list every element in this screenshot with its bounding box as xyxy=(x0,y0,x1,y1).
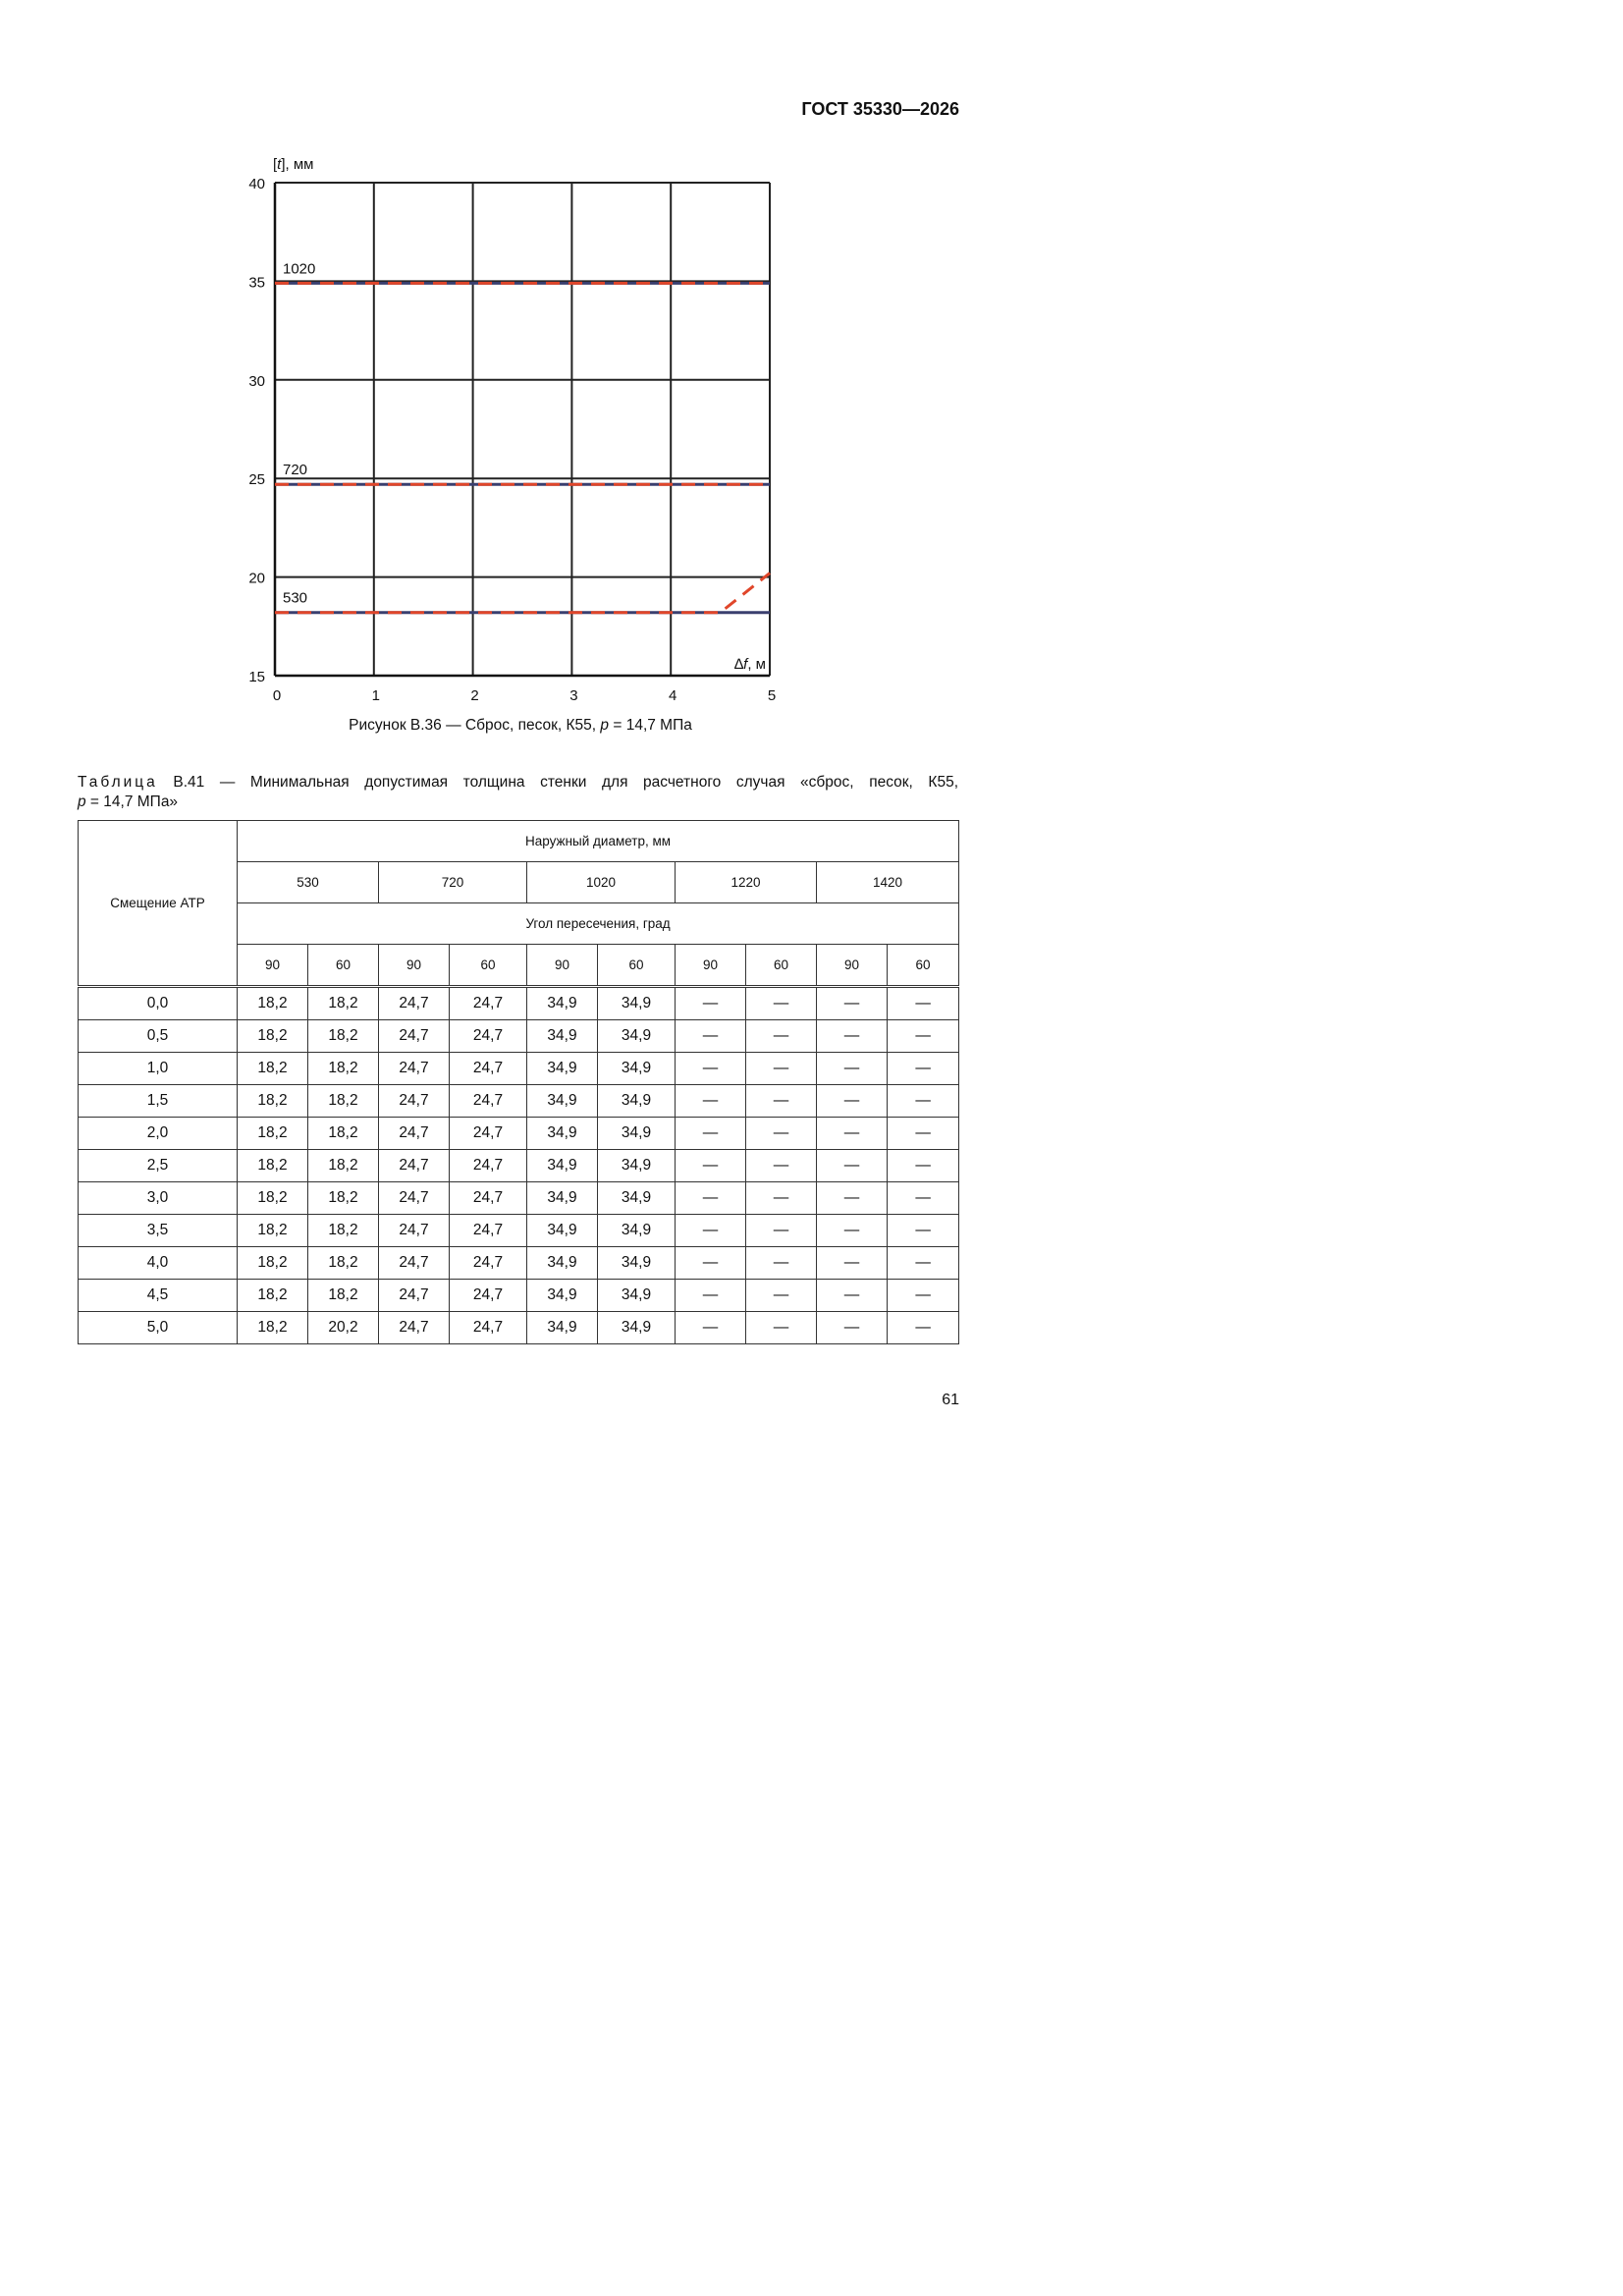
thickness-cell: 18,2 xyxy=(308,1085,379,1118)
thickness-cell: 24,7 xyxy=(450,1020,527,1053)
thickness-cell: 18,2 xyxy=(238,1150,308,1182)
thickness-cell: 24,7 xyxy=(450,1215,527,1247)
series-line-530-dashed xyxy=(275,574,770,613)
angle-header: 60 xyxy=(746,945,817,987)
thickness-cell: 24,7 xyxy=(379,1085,450,1118)
thickness-cell: — xyxy=(676,1053,746,1085)
thickness-cell: 18,2 xyxy=(238,1247,308,1280)
table-row xyxy=(79,1150,959,1182)
diameter-header: 1020 xyxy=(527,862,676,903)
thickness-cell: — xyxy=(676,1118,746,1150)
thickness-cell: — xyxy=(676,1085,746,1118)
thickness-cell: 24,7 xyxy=(450,1247,527,1280)
table-row xyxy=(79,1280,959,1312)
min-thickness-table xyxy=(78,820,959,1344)
angle-header: 90 xyxy=(379,945,450,987)
offset-cell: 0,5 xyxy=(79,1020,238,1053)
thickness-cell: — xyxy=(676,987,746,1020)
x-tick-label: 4 xyxy=(669,687,677,704)
table-row xyxy=(79,1053,959,1085)
table-caption-word: Таблица xyxy=(78,774,158,791)
thickness-cell: 34,9 xyxy=(598,1247,676,1280)
thickness-cell: 34,9 xyxy=(598,1053,676,1085)
thickness-cell: 34,9 xyxy=(598,1182,676,1215)
thickness-cell: 18,2 xyxy=(238,1053,308,1085)
thickness-cell: — xyxy=(888,1150,959,1182)
thickness-cell: — xyxy=(817,1053,888,1085)
thickness-cell: 20,2 xyxy=(308,1312,379,1344)
thickness-cell: — xyxy=(676,1182,746,1215)
y-axis-label: [t], мм xyxy=(273,156,314,173)
table-row xyxy=(79,1085,959,1118)
thickness-cell: — xyxy=(746,1280,817,1312)
offset-cell: 3,5 xyxy=(79,1215,238,1247)
thickness-cell: — xyxy=(888,1053,959,1085)
thickness-cell: 34,9 xyxy=(527,1182,598,1215)
row-header-cell: Смещение АТР xyxy=(79,821,238,987)
thickness-cell: — xyxy=(746,1020,817,1053)
thickness-cell: 24,7 xyxy=(450,1053,527,1085)
thickness-cell: 34,9 xyxy=(598,1085,676,1118)
offset-cell: 1,0 xyxy=(79,1053,238,1085)
thickness-cell: 18,2 xyxy=(238,987,308,1020)
thickness-cell: — xyxy=(888,1215,959,1247)
thickness-cell: 18,2 xyxy=(308,1150,379,1182)
chart-axes xyxy=(275,183,770,676)
angle-group-header: Угол пересечения, град xyxy=(238,903,959,945)
table-row xyxy=(79,1247,959,1280)
angle-header: 60 xyxy=(308,945,379,987)
diameter-header: 1420 xyxy=(817,862,959,903)
series-label-530: 530 xyxy=(283,589,308,607)
thickness-cell: 18,2 xyxy=(308,1118,379,1150)
thickness-cell: — xyxy=(888,1182,959,1215)
series-label-1020: 1020 xyxy=(283,260,316,278)
thickness-cell: — xyxy=(817,1182,888,1215)
angle-header: 60 xyxy=(450,945,527,987)
thickness-cell: — xyxy=(676,1312,746,1344)
angle-header: 90 xyxy=(817,945,888,987)
offset-cell: 5,0 xyxy=(79,1312,238,1344)
thickness-cell: 34,9 xyxy=(598,987,676,1020)
page-number: 61 xyxy=(942,1392,959,1408)
thickness-cell: 18,2 xyxy=(308,1020,379,1053)
thickness-cell: — xyxy=(676,1150,746,1182)
thickness-cell: 24,7 xyxy=(379,1215,450,1247)
thickness-cell: 34,9 xyxy=(527,1085,598,1118)
thickness-cell: 18,2 xyxy=(238,1085,308,1118)
thickness-cell: 34,9 xyxy=(527,1118,598,1150)
thickness-cell: 24,7 xyxy=(379,1280,450,1312)
thickness-cell: 34,9 xyxy=(598,1280,676,1312)
offset-cell: 3,0 xyxy=(79,1182,238,1215)
thickness-cell: — xyxy=(888,1312,959,1344)
thickness-cell: 18,2 xyxy=(238,1312,308,1344)
x-tick-label: 0 xyxy=(272,687,282,704)
thickness-cell: 24,7 xyxy=(450,987,527,1020)
diameter-header: 720 xyxy=(379,862,527,903)
series-label-720: 720 xyxy=(283,462,308,479)
thickness-cell: 18,2 xyxy=(308,1215,379,1247)
table-row xyxy=(79,1118,959,1150)
thickness-cell: 24,7 xyxy=(450,1280,527,1312)
table-row xyxy=(79,987,959,1020)
thickness-cell: 34,9 xyxy=(527,1053,598,1085)
thickness-cell: 34,9 xyxy=(527,1280,598,1312)
thickness-cell: 24,7 xyxy=(379,1053,450,1085)
thickness-cell: 18,2 xyxy=(238,1280,308,1312)
thickness-cell: 24,7 xyxy=(450,1085,527,1118)
thickness-cell: 18,2 xyxy=(238,1215,308,1247)
thickness-cell: — xyxy=(676,1247,746,1280)
thickness-cell: — xyxy=(746,1085,817,1118)
thickness-cell: 34,9 xyxy=(527,987,598,1020)
thickness-cell: — xyxy=(817,1247,888,1280)
thickness-cell: 34,9 xyxy=(598,1215,676,1247)
thickness-cell: — xyxy=(676,1215,746,1247)
thickness-cell: — xyxy=(817,1215,888,1247)
diameter-header: 530 xyxy=(238,862,379,903)
thickness-cell: 18,2 xyxy=(308,1053,379,1085)
document-header: ГОСТ 35330—2026 xyxy=(801,99,959,119)
thickness-cell: 24,7 xyxy=(450,1150,527,1182)
thickness-cell: — xyxy=(817,987,888,1020)
angle-header: 60 xyxy=(598,945,676,987)
offset-cell: 2,0 xyxy=(79,1118,238,1150)
thickness-cell: 34,9 xyxy=(598,1150,676,1182)
thickness-cell: 24,7 xyxy=(379,987,450,1020)
table-row xyxy=(79,1182,959,1215)
thickness-cell: 24,7 xyxy=(379,1182,450,1215)
thickness-cell: — xyxy=(817,1312,888,1344)
table-row xyxy=(79,1020,959,1053)
thickness-cell: 24,7 xyxy=(379,1150,450,1182)
table-row xyxy=(79,1312,959,1344)
thickness-cell: — xyxy=(746,1247,817,1280)
thickness-cell: 34,9 xyxy=(598,1118,676,1150)
diameter-header: 1220 xyxy=(676,862,817,903)
thickness-cell: — xyxy=(676,1020,746,1053)
thickness-cell: — xyxy=(888,987,959,1020)
y-tick-label: 20 xyxy=(248,570,265,587)
thickness-cell: 34,9 xyxy=(527,1150,598,1182)
thickness-cell: 24,7 xyxy=(379,1020,450,1053)
thickness-cell: — xyxy=(888,1118,959,1150)
thickness-cell: 18,2 xyxy=(308,1182,379,1215)
y-tick-label: 30 xyxy=(248,372,265,390)
table-row xyxy=(79,1215,959,1247)
thickness-cell: — xyxy=(817,1118,888,1150)
thickness-cell: — xyxy=(746,1182,817,1215)
table-caption: Таблица В.41 — Минимальная допустимая толщина стенки для расчетного случая «сброс, песок, К55, xyxy=(78,774,958,791)
thickness-cell: — xyxy=(888,1247,959,1280)
thickness-cell: — xyxy=(888,1280,959,1312)
angle-header: 90 xyxy=(238,945,308,987)
offset-cell: 4,5 xyxy=(79,1280,238,1312)
thickness-cell: 18,2 xyxy=(308,987,379,1020)
offset-cell: 4,0 xyxy=(79,1247,238,1280)
angle-header: 90 xyxy=(527,945,598,987)
x-tick-label: 5 xyxy=(767,687,777,704)
thickness-cell: — xyxy=(817,1150,888,1182)
thickness-cell: 34,9 xyxy=(527,1312,598,1344)
chart-grid xyxy=(275,183,770,676)
y-tick-label: 40 xyxy=(248,176,265,192)
thickness-cell: 34,9 xyxy=(527,1020,598,1053)
angle-header: 90 xyxy=(676,945,746,987)
offset-cell: 2,5 xyxy=(79,1150,238,1182)
thickness-cell: 24,7 xyxy=(379,1247,450,1280)
table-caption-continued: p = 14,7 МПа» xyxy=(78,793,179,810)
thickness-cell: 34,9 xyxy=(598,1312,676,1344)
angle-header: 60 xyxy=(888,945,959,987)
thickness-cell: 34,9 xyxy=(527,1247,598,1280)
thickness-cell: 24,7 xyxy=(379,1118,450,1150)
thickness-chart xyxy=(0,0,1081,712)
thickness-cell: 18,2 xyxy=(238,1020,308,1053)
offset-cell: 0,0 xyxy=(79,987,238,1020)
thickness-cell: — xyxy=(746,1215,817,1247)
x-tick-label: 3 xyxy=(569,687,578,704)
thickness-cell: 24,7 xyxy=(450,1182,527,1215)
thickness-cell: — xyxy=(888,1085,959,1118)
thickness-cell: — xyxy=(746,987,817,1020)
y-tick-label: 35 xyxy=(248,274,265,292)
thickness-cell: 34,9 xyxy=(598,1020,676,1053)
y-tick-label: 15 xyxy=(248,669,265,685)
thickness-cell: 18,2 xyxy=(308,1247,379,1280)
chart-labels xyxy=(248,156,776,704)
thickness-cell: 24,7 xyxy=(379,1312,450,1344)
thickness-cell: 34,9 xyxy=(527,1215,598,1247)
diameter-group-header: Наружный диаметр, мм xyxy=(238,821,959,862)
thickness-cell: — xyxy=(746,1118,817,1150)
thickness-cell: — xyxy=(746,1053,817,1085)
x-tick-label: 2 xyxy=(470,687,479,704)
thickness-cell: — xyxy=(676,1280,746,1312)
chart-series xyxy=(275,283,770,612)
thickness-cell: 24,7 xyxy=(450,1118,527,1150)
thickness-cell: 18,2 xyxy=(238,1118,308,1150)
x-axis-label: ∆f, м xyxy=(733,656,766,673)
thickness-cell: 18,2 xyxy=(308,1280,379,1312)
thickness-cell: — xyxy=(746,1150,817,1182)
figure-caption: Рисунок В.36 — Сброс, песок, К55, p = 14,7 МПа xyxy=(349,717,692,734)
x-tick-label: 1 xyxy=(371,687,380,704)
thickness-cell: — xyxy=(817,1020,888,1053)
y-tick-label: 25 xyxy=(248,471,265,489)
thickness-cell: — xyxy=(888,1020,959,1053)
thickness-cell: — xyxy=(817,1085,888,1118)
offset-cell: 1,5 xyxy=(79,1085,238,1118)
thickness-cell: — xyxy=(746,1312,817,1344)
thickness-cell: 18,2 xyxy=(238,1182,308,1215)
thickness-cell: — xyxy=(817,1280,888,1312)
thickness-cell: 24,7 xyxy=(450,1312,527,1344)
